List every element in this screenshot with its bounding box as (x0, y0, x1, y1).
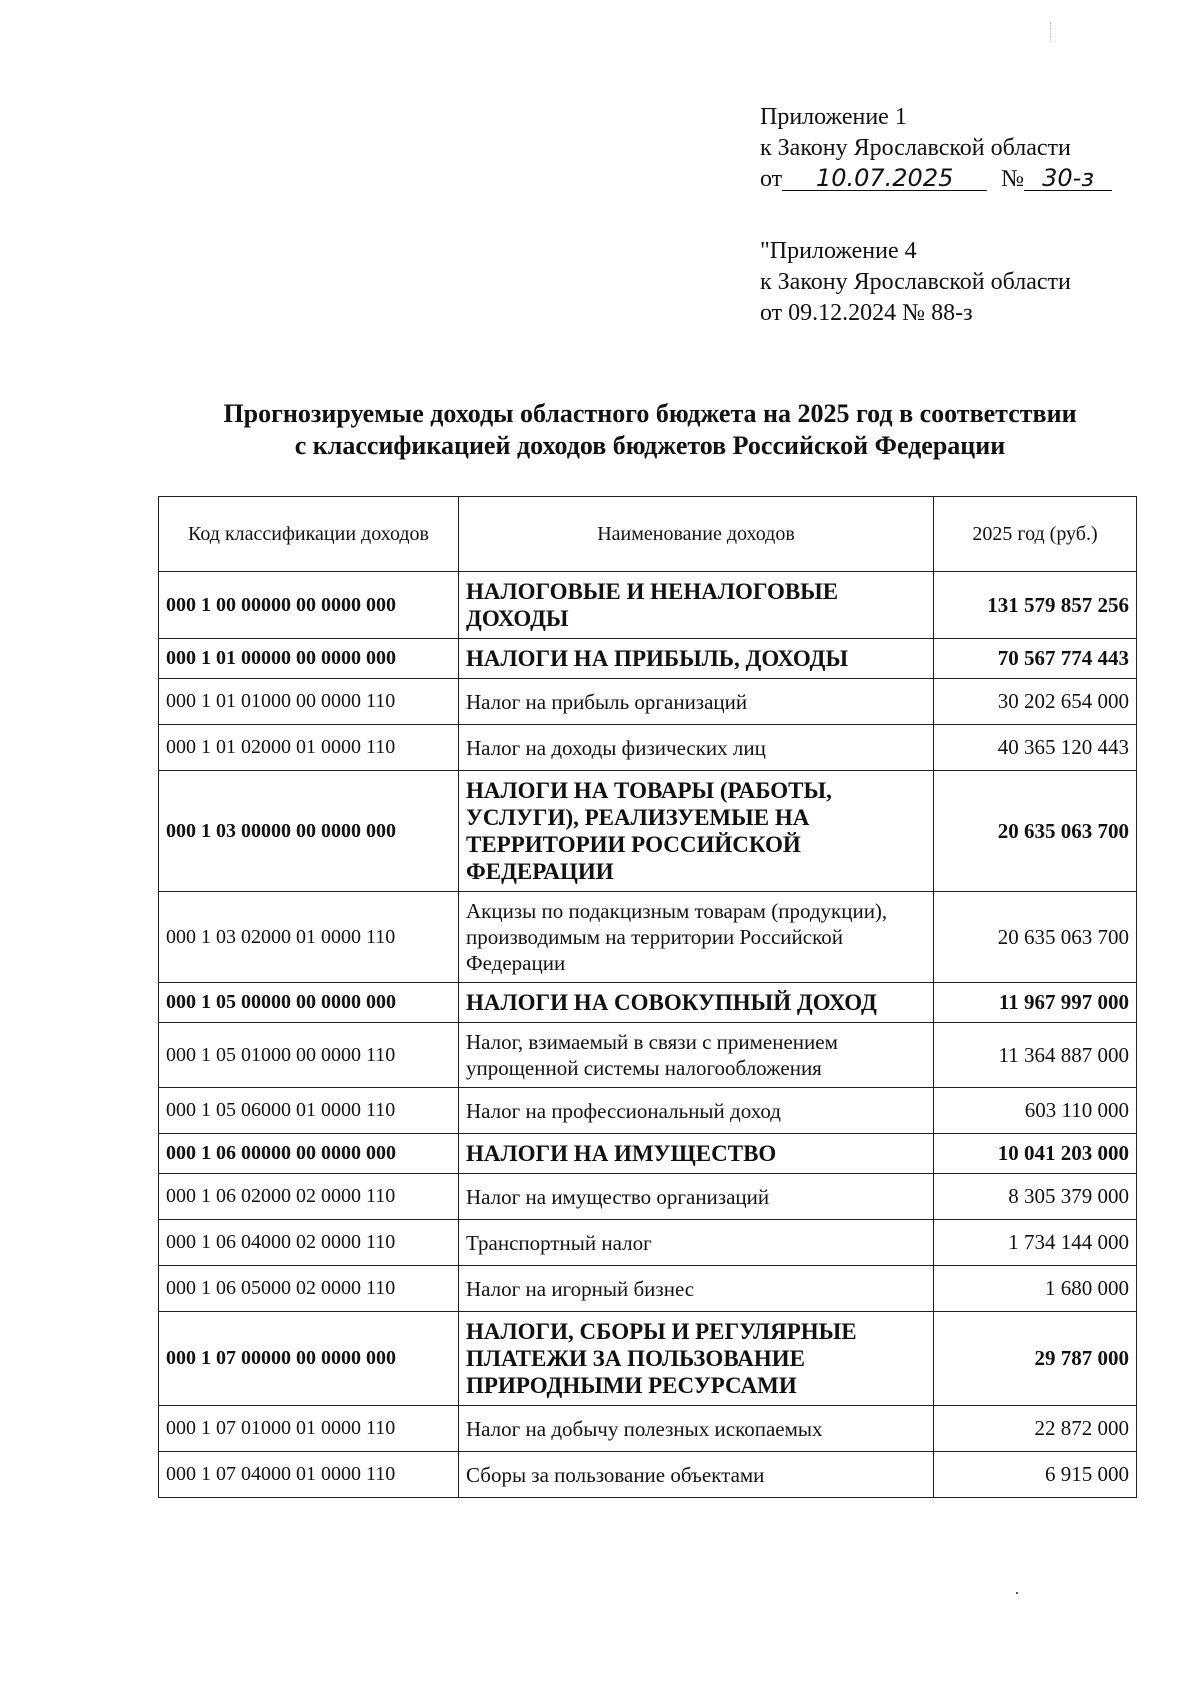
row-name: НАЛОГОВЫЕ И НЕНАЛОГОВЫЕ ДОХОДЫ (459, 572, 934, 639)
row-amount: 22 872 000 (934, 1406, 1137, 1452)
revenue-table (158, 496, 1137, 1498)
row-amount: 603 110 000 (934, 1088, 1137, 1134)
row-amount: 11 364 887 000 (934, 1023, 1137, 1088)
table-row (159, 1023, 1137, 1088)
row-code: 000 1 07 00000 00 0000 000 (159, 1312, 459, 1406)
table-row (159, 983, 1137, 1023)
table-header-row (159, 497, 1137, 572)
row-name: НАЛОГИ НА ИМУЩЕСТВО (459, 1134, 934, 1174)
row-name: Налог на профессиональный доход (459, 1088, 934, 1134)
table-row (159, 1220, 1137, 1266)
row-code: 000 1 06 05000 02 0000 110 (159, 1266, 459, 1312)
row-code: 000 1 03 02000 01 0000 110 (159, 892, 459, 983)
header-amount: 2025 год (руб.) (934, 497, 1137, 572)
header-code: Код классификации доходов (159, 497, 459, 572)
row-name: НАЛОГИ НА СОВОКУПНЫЙ ДОХОД (459, 983, 934, 1023)
row-code: 000 1 06 02000 02 0000 110 (159, 1174, 459, 1220)
row-code: 000 1 03 00000 00 0000 000 (159, 771, 459, 892)
from-label: от (760, 166, 783, 192)
row-name: НАЛОГИ НА ПРИБЫЛЬ, ДОХОДЫ (459, 639, 934, 679)
table-row (159, 639, 1137, 679)
row-code: 000 1 07 04000 01 0000 110 (159, 1452, 459, 1498)
row-name: Налог, взимаемый в связи с применением упрощенной системы налогообложения (459, 1023, 934, 1088)
row-code: 000 1 05 01000 00 0000 110 (159, 1023, 459, 1088)
row-code: 000 1 06 04000 02 0000 110 (159, 1220, 459, 1266)
scan-edge-mark (1050, 22, 1052, 42)
table-row (159, 1266, 1137, 1312)
row-code: 000 1 07 01000 01 0000 110 (159, 1406, 459, 1452)
row-name: Сборы за пользование объектами (459, 1452, 934, 1498)
table-row (159, 892, 1137, 983)
row-amount: 20 635 063 700 (934, 892, 1137, 983)
row-name: Налог на игорный бизнес (459, 1266, 934, 1312)
row-amount: 131 579 857 256 (934, 572, 1137, 639)
row-amount: 11 967 997 000 (934, 983, 1137, 1023)
table-row (159, 1134, 1137, 1174)
number-label: № (1001, 166, 1025, 192)
document-title-line-1: Прогнозируемые доходы областного бюджета на 2025 год в соответствии (223, 399, 1077, 428)
document-title (160, 398, 1140, 462)
row-name: Налог на прибыль организаций (459, 679, 934, 725)
row-amount: 70 567 774 443 (934, 639, 1137, 679)
table-row (159, 1088, 1137, 1134)
row-name: НАЛОГИ НА ТОВАРЫ (РАБОТЫ, УСЛУГИ), РЕАЛИЗУЕМЫЕ НА ТЕРРИТОРИИ РОССИЙСКОЙ ФЕДЕРАЦИИ (459, 771, 934, 892)
row-amount: 8 305 379 000 (934, 1174, 1137, 1220)
row-name: НАЛОГИ, СБОРЫ И РЕГУЛЯРНЫЕ ПЛАТЕЖИ ЗА ПОЛЬЗОВАНИЕ ПРИРОДНЫМИ РЕСУРСАМИ (459, 1312, 934, 1406)
table-row (159, 1312, 1137, 1406)
table-row (159, 572, 1137, 639)
row-name: Транспортный налог (459, 1220, 934, 1266)
table-row (159, 1174, 1137, 1220)
row-code: 000 1 01 02000 01 0000 110 (159, 725, 459, 771)
row-amount: 1 680 000 (934, 1266, 1137, 1312)
row-code: 000 1 01 01000 00 0000 110 (159, 679, 459, 725)
appendix-title: Приложение 1 (760, 104, 907, 130)
amended-appendix-header (760, 236, 1180, 329)
scan-speck (1016, 1592, 1018, 1594)
row-code: 000 1 00 00000 00 0000 000 (159, 572, 459, 639)
handwritten-number: 30-з (1024, 166, 1112, 191)
amended-appendix-title: "Приложение 4 (760, 238, 917, 264)
table-row (159, 1406, 1137, 1452)
row-name: Акцизы по подакцизным товарам (продукции), производимым на территории Российской Федерации (459, 892, 934, 983)
row-amount: 1 734 144 000 (934, 1220, 1137, 1266)
row-code: 000 1 05 00000 00 0000 000 (159, 983, 459, 1023)
row-code: 000 1 06 00000 00 0000 000 (159, 1134, 459, 1174)
amended-appendix-law-reference: к Закону Ярославской области (760, 269, 1071, 295)
table-row (159, 1452, 1137, 1498)
row-amount: 30 202 654 000 (934, 679, 1137, 725)
row-amount: 10 041 203 000 (934, 1134, 1137, 1174)
header-name: Наименование доходов (459, 497, 934, 572)
table-row (159, 725, 1137, 771)
appendix-date-number-line (760, 164, 1180, 195)
row-amount: 40 365 120 443 (934, 725, 1137, 771)
table-row (159, 679, 1137, 725)
row-name: Налог на имущество организаций (459, 1174, 934, 1220)
appendix-law-reference: к Закону Ярославской области (760, 135, 1071, 161)
row-name: Налог на доходы физических лиц (459, 725, 934, 771)
row-code: 000 1 01 00000 00 0000 000 (159, 639, 459, 679)
row-amount: 6 915 000 (934, 1452, 1137, 1498)
document-title-line-2: с классификацией доходов бюджетов Российской Федерации (294, 431, 1006, 460)
amended-appendix-date-number: от 09.12.2024 № 88-з (760, 300, 973, 326)
table-row (159, 771, 1137, 892)
row-amount: 20 635 063 700 (934, 771, 1137, 892)
row-amount: 29 787 000 (934, 1312, 1137, 1406)
row-code: 000 1 05 06000 01 0000 110 (159, 1088, 459, 1134)
row-name: Налог на добычу полезных ископаемых (459, 1406, 934, 1452)
handwritten-date: 10.07.2025 (782, 166, 987, 191)
appendix-header (760, 102, 1180, 195)
